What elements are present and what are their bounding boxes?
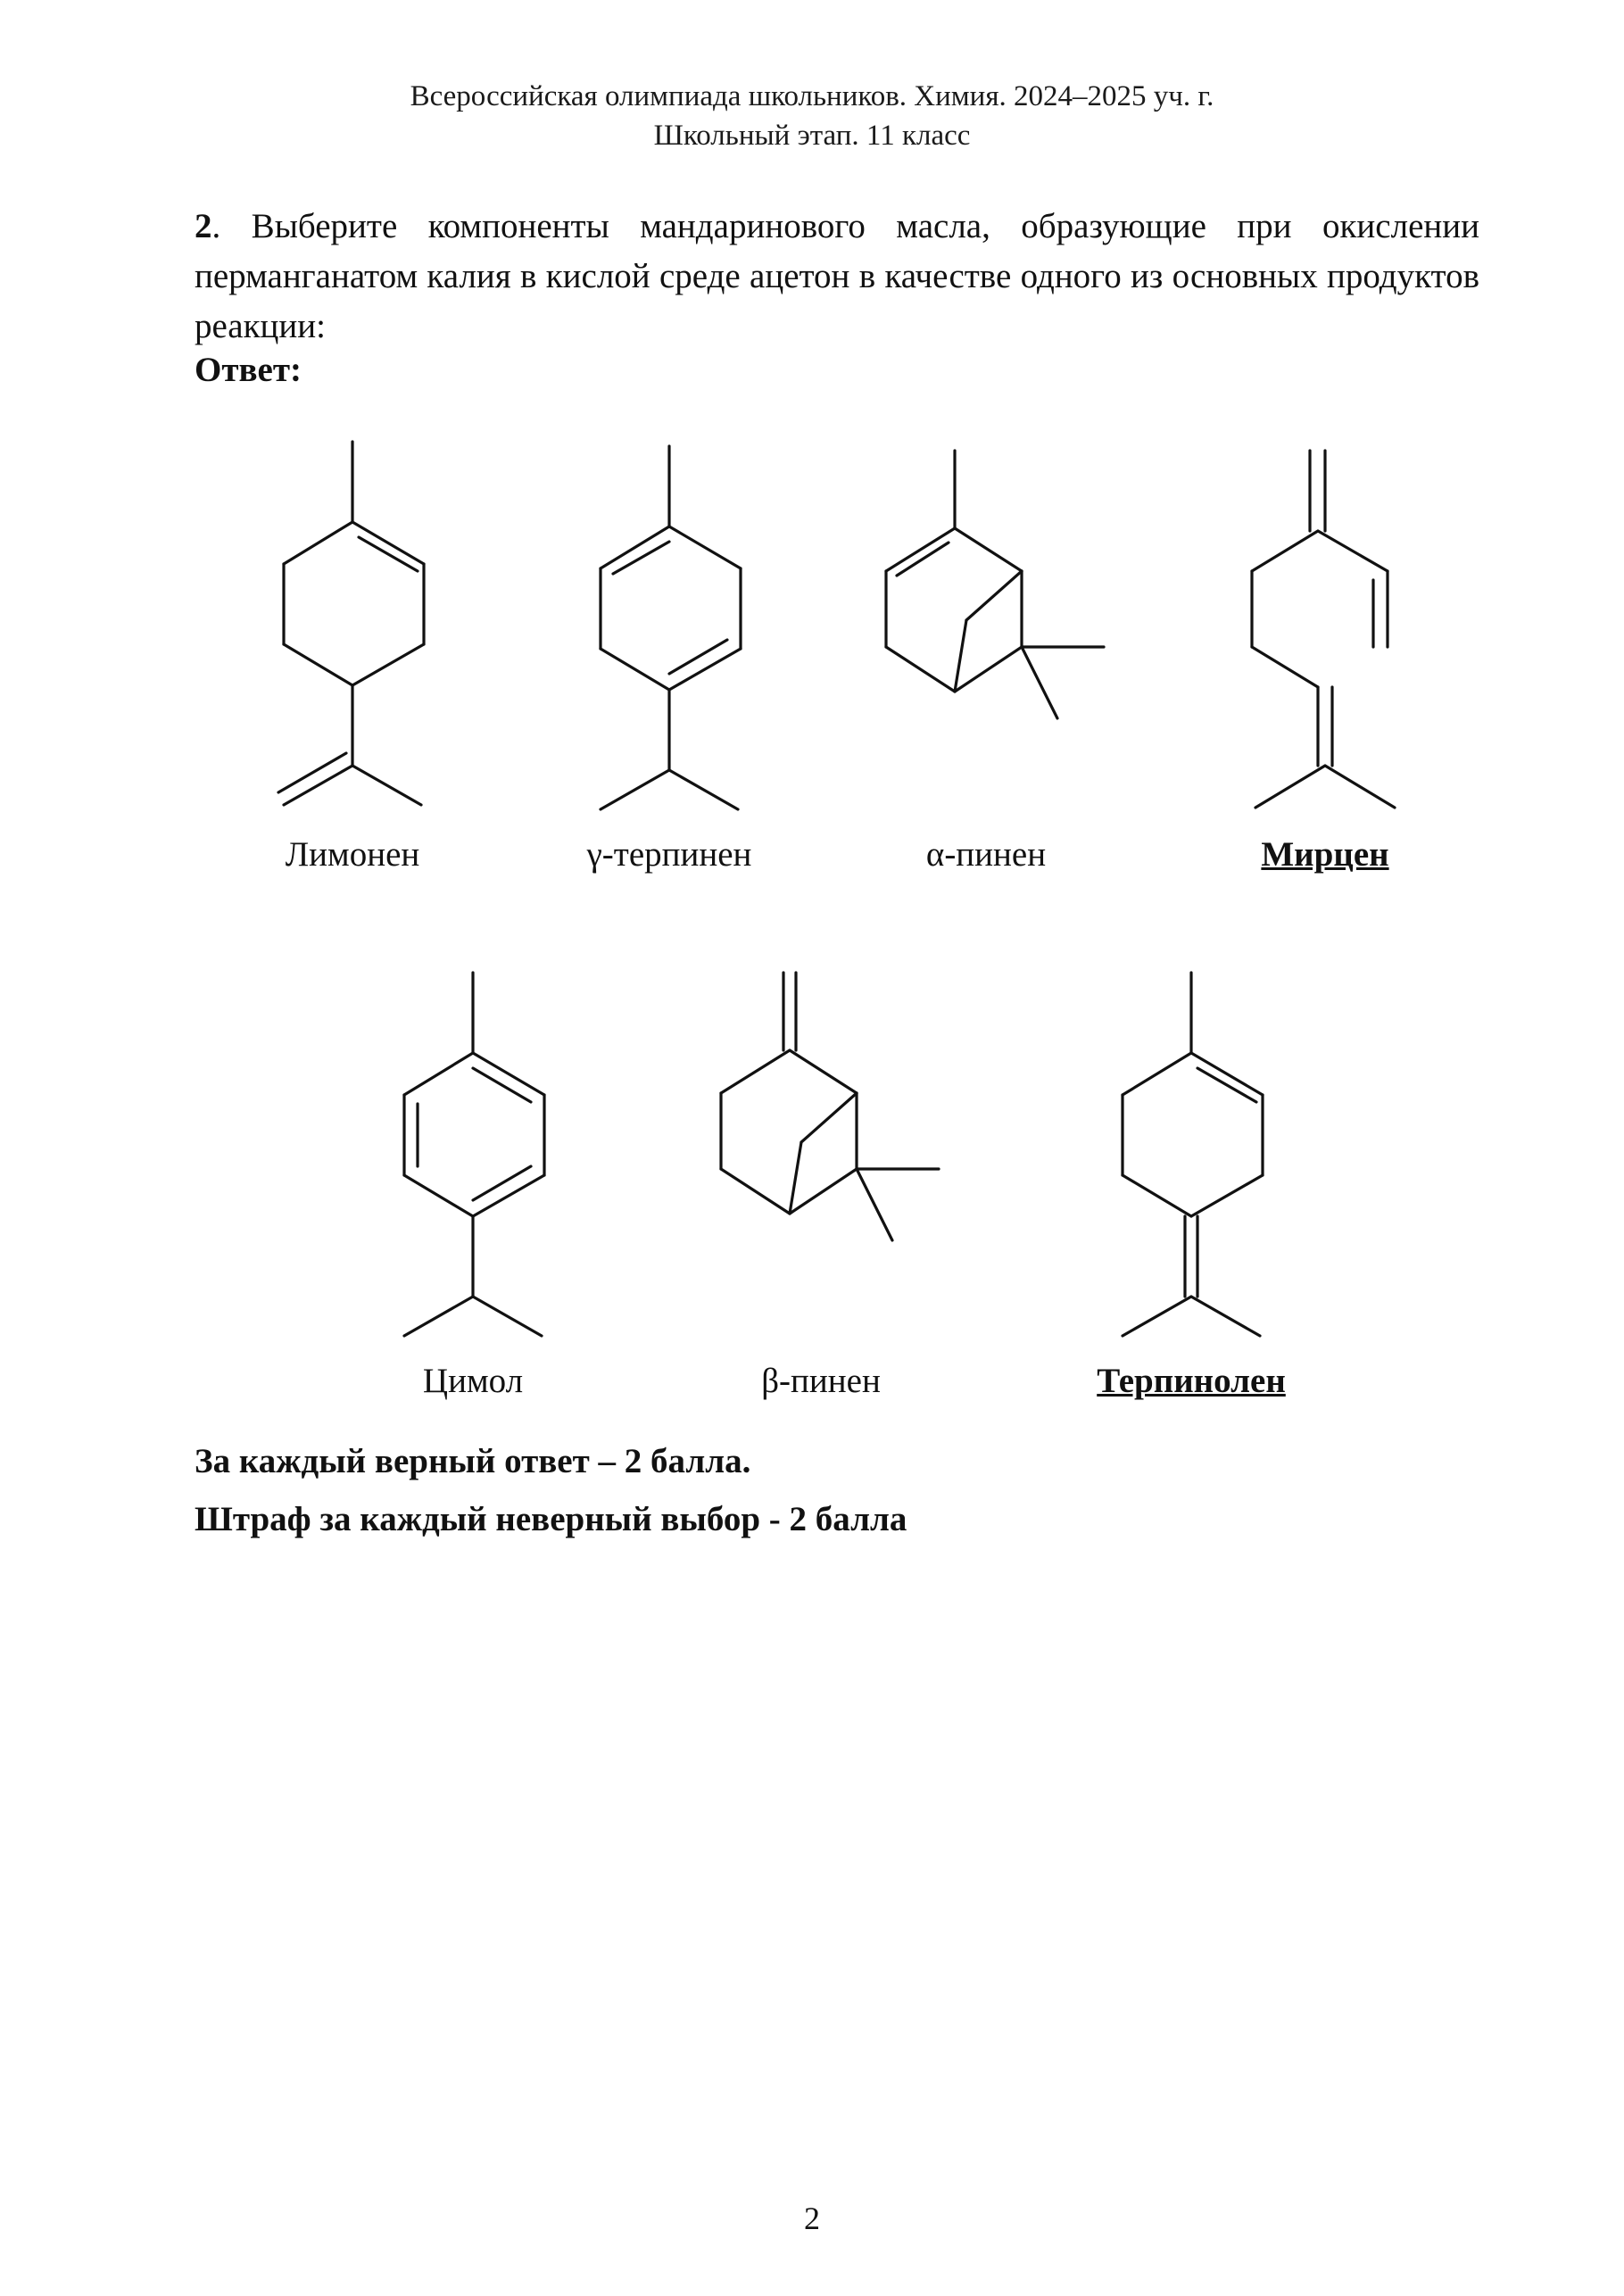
molecule-name-alpha-pinene: α-пинен — [925, 835, 1047, 874]
question-body: . Выберите компоненты мандаринового масла, образующие при окислении перманганатом калия в кислой среде ацетон в качестве одного из основных продуктов реакции: — [195, 207, 1479, 345]
myrcene-structure — [1236, 446, 1414, 821]
scoring-per-correct: За каждый верный ответ – 2 балла. — [195, 1442, 751, 1480]
molecule-name-cymene: Цимол — [422, 1362, 524, 1400]
molecule-name-terpinolene: Терпинолен — [1097, 1362, 1286, 1400]
molecule-name-limonene: Лимонен — [285, 835, 420, 874]
header-olympiad-title: Всероссийская олимпиада школьников. Химия. 2024–2025 уч. г. — [410, 80, 1214, 112]
molecule-name-beta-pinene: β-пинен — [761, 1362, 881, 1400]
answer-label: Ответ: — [195, 351, 302, 389]
question-number: 2 — [195, 207, 212, 245]
terpinolene-structure — [1106, 968, 1285, 1343]
header-stage-grade: Школьный этап. 11 класс — [653, 120, 971, 152]
gamma-terpinene-structure — [584, 442, 763, 816]
molecule-name-gamma-terpinene: γ-терпинен — [586, 835, 752, 874]
scoring-penalty: Штраф за каждый неверный выбор - 2 балла — [195, 1500, 907, 1538]
question-text — [195, 202, 1479, 352]
limonene-structure — [268, 437, 446, 812]
molecule-name-myrcene: Мирцен — [1261, 835, 1389, 874]
beta-pinene-structure — [705, 968, 946, 1254]
cymene-structure — [388, 968, 567, 1343]
alpha-pinene-structure — [870, 446, 1111, 732]
page-number: 2 — [804, 2201, 820, 2236]
